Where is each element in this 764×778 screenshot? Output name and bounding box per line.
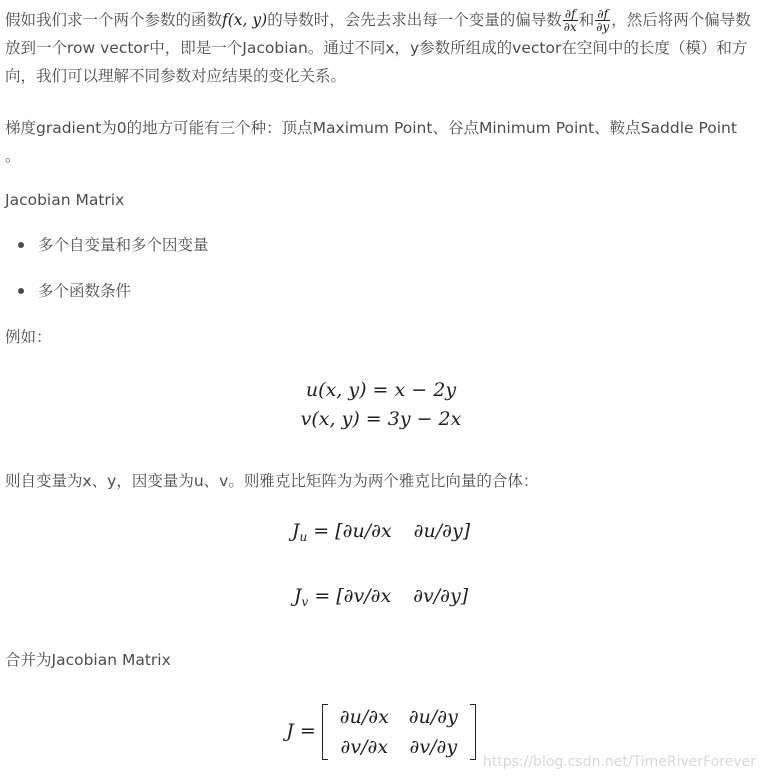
paragraph-intro	[5, 6, 757, 90]
jacobian-entry: ∂v/∂y]	[413, 585, 469, 607]
equation-u: u(x, y) = x − 2y	[305, 379, 457, 401]
matrix-cell: ∂u/∂y	[408, 706, 458, 728]
jacobian-subscript: u	[299, 530, 308, 544]
paragraph-gradient: 梯度gradient为0的地方可能有三个种：顶点Maximum Point、谷点Minimum Point、鞍点Saddle Point 。	[5, 119, 737, 165]
function-notation: f(x, y)	[222, 11, 268, 29]
jacobian-entry: ∂u/∂y]	[413, 520, 471, 542]
paragraph-variables: 则自变量为x、y，因变量为u、v。则雅克比矩阵为为两个雅克比向量的合体：	[5, 472, 539, 490]
partial-f-x-fraction	[563, 8, 578, 33]
jacobian-v-equation	[5, 585, 757, 609]
fraction-denominator: ∂y	[596, 20, 610, 34]
intro-text-2: 的导数时，会先去求出每一个变量的偏导数	[267, 11, 562, 29]
jacobian-matrix	[322, 702, 476, 762]
jacobian-matrix-equation	[5, 702, 757, 762]
fraction-numerator: ∂f	[563, 8, 578, 21]
fraction-numerator: ∂f	[595, 8, 610, 21]
list-item: 多个自变量和多个因变量	[5, 231, 209, 277]
list-item: 多个函数条件	[5, 277, 209, 323]
combine-label: 合并为Jacobian Matrix	[5, 651, 171, 669]
intro-and: 和	[578, 11, 595, 29]
fraction-denominator: ∂x	[563, 20, 577, 34]
partial-f-y-fraction	[595, 8, 610, 33]
equation-v: v(x, y) = 3y − 2x	[300, 408, 462, 430]
intro-text-1: 假如我们求一个两个参数的函数	[5, 11, 223, 29]
jacobian-u-equation	[5, 520, 757, 544]
jacobian-entry: = [∂u/∂x	[313, 520, 392, 542]
equation-system	[5, 376, 757, 434]
matrix-cell: ∂v/∂y	[409, 736, 458, 758]
section-heading: Jacobian Matrix	[5, 191, 125, 209]
example-label: 例如：	[5, 328, 52, 346]
watermark: https://blog.csdn.net/TimeRiverForever	[482, 754, 756, 770]
jacobian-symbol: J	[291, 520, 300, 542]
bullet-list	[5, 231, 209, 323]
matrix-lhs: J =	[286, 720, 316, 742]
matrix-cell: ∂u/∂x	[339, 706, 389, 728]
jacobian-entry: = [∂v/∂x	[314, 585, 392, 607]
jacobian-subscript: v	[301, 595, 309, 609]
matrix-cell: ∂v/∂x	[340, 736, 389, 758]
jacobian-symbol: J	[293, 585, 302, 607]
intro-text-3: ，然后将两个偏导数放到一个row vector中，即是一个Jacobian。通过不同x，y参数所组成的vector在空间中的长度（模）和方向，我们可以理解不同参数对应结果的变化关系。	[5, 11, 751, 85]
